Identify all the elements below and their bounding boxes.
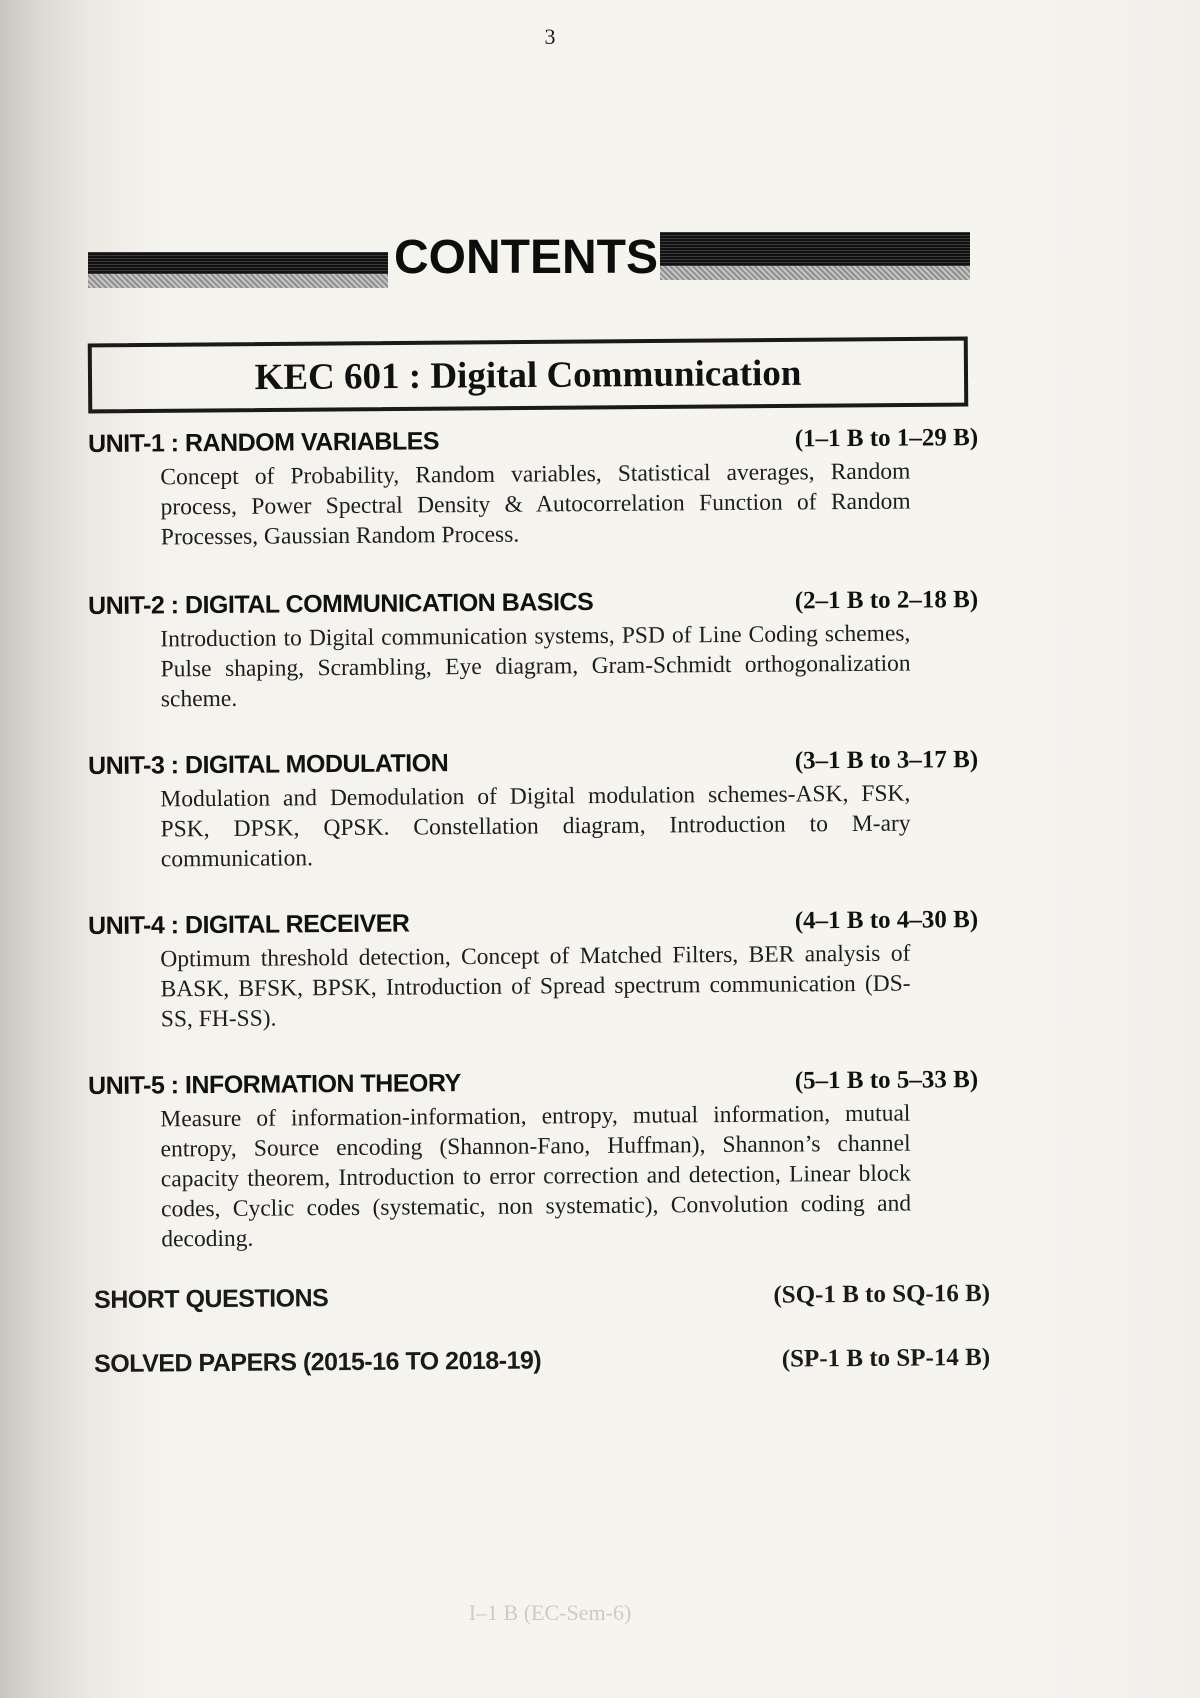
unit-page-range: (3–1 B to 3–17 B) [794, 746, 979, 775]
subject-box [88, 337, 969, 414]
unit-entry [88, 585, 979, 715]
page-number: 3 [544, 24, 556, 49]
unit-title: UNIT-2 : DIGITAL COMMUNICATION BASICS [88, 588, 594, 620]
unit-entry [88, 423, 979, 553]
short-questions-range: (SQ-1 B to SQ-16 B) [773, 1279, 991, 1309]
faint-footer-text: I–1 B (EC-Sem-6) [468, 1600, 632, 1625]
unit-description: Concept of Probability, Random variables, Statistical averages, Random process, Power Spectral Density & Autocorrelation Function of Random Processes, Gaussian Random Process. [160, 458, 911, 551]
unit-description: Introduction to Digital communication systems, PSD of Line Coding schemes, Pulse shaping, Scrambling, Eye diagram, Gram-Schmidt orthogonalization scheme. [160, 620, 911, 713]
unit-page-range: (4–1 B to 4–30 B) [794, 906, 979, 935]
contents-banner [88, 228, 970, 298]
unit-page-range: (2–1 B to 2–18 B) [794, 586, 979, 615]
unit-title: UNIT-4 : DIGITAL RECEIVER [88, 909, 410, 940]
unit-page-range: (1–1 B to 1–29 B) [794, 424, 979, 453]
short-questions-entry [94, 1279, 990, 1315]
unit-entry [88, 905, 979, 1035]
short-questions-label: SHORT QUESTIONS [94, 1284, 329, 1314]
unit-entry [88, 745, 979, 875]
unit-title: UNIT-1 : RANDOM VARIABLES [88, 427, 440, 458]
unit-title: UNIT-3 : DIGITAL MODULATION [88, 749, 449, 780]
unit-description: Optimum threshold detection, Concept of Matched Filters, BER analysis of BASK, BFSK, BPSK, Introduction of Spread spectrum communication (DS-SS, FH-SS). [160, 940, 911, 1033]
solved-papers-range: (SP-1 B to SP-14 B) [781, 1343, 991, 1373]
unit-page-range: (5–1 B to 5–33 B) [794, 1066, 979, 1095]
unit-description: Measure of information-information, entropy, mutual information, mutual entropy, Source encoding (Shannon-Fano, Huffman), Shannon’s channel capacity theorem, Introduction to error correction and detection, Linear block codes, Cyclic codes (systematic, non systematic), Convolution coding and decoding. [160, 1100, 912, 1253]
subject-title: KEC 601 : Digital Communication [254, 352, 802, 398]
unit-description: Modulation and Demodulation of Digital modulation schemes-ASK, FSK, PSK, DPSK, QPSK. Constellation diagram, Introduction to M-ary communication. [160, 780, 911, 873]
solved-papers-entry [94, 1343, 990, 1379]
unit-title: UNIT-5 : INFORMATION THEORY [88, 1069, 461, 1100]
banner-bar-right [660, 232, 970, 280]
contents-heading: CONTENTS [394, 231, 658, 284]
unit-entry [88, 1065, 979, 1255]
banner-bar-left [88, 252, 388, 288]
solved-papers-label: SOLVED PAPERS (2015-16 TO 2018-19) [94, 1346, 542, 1378]
